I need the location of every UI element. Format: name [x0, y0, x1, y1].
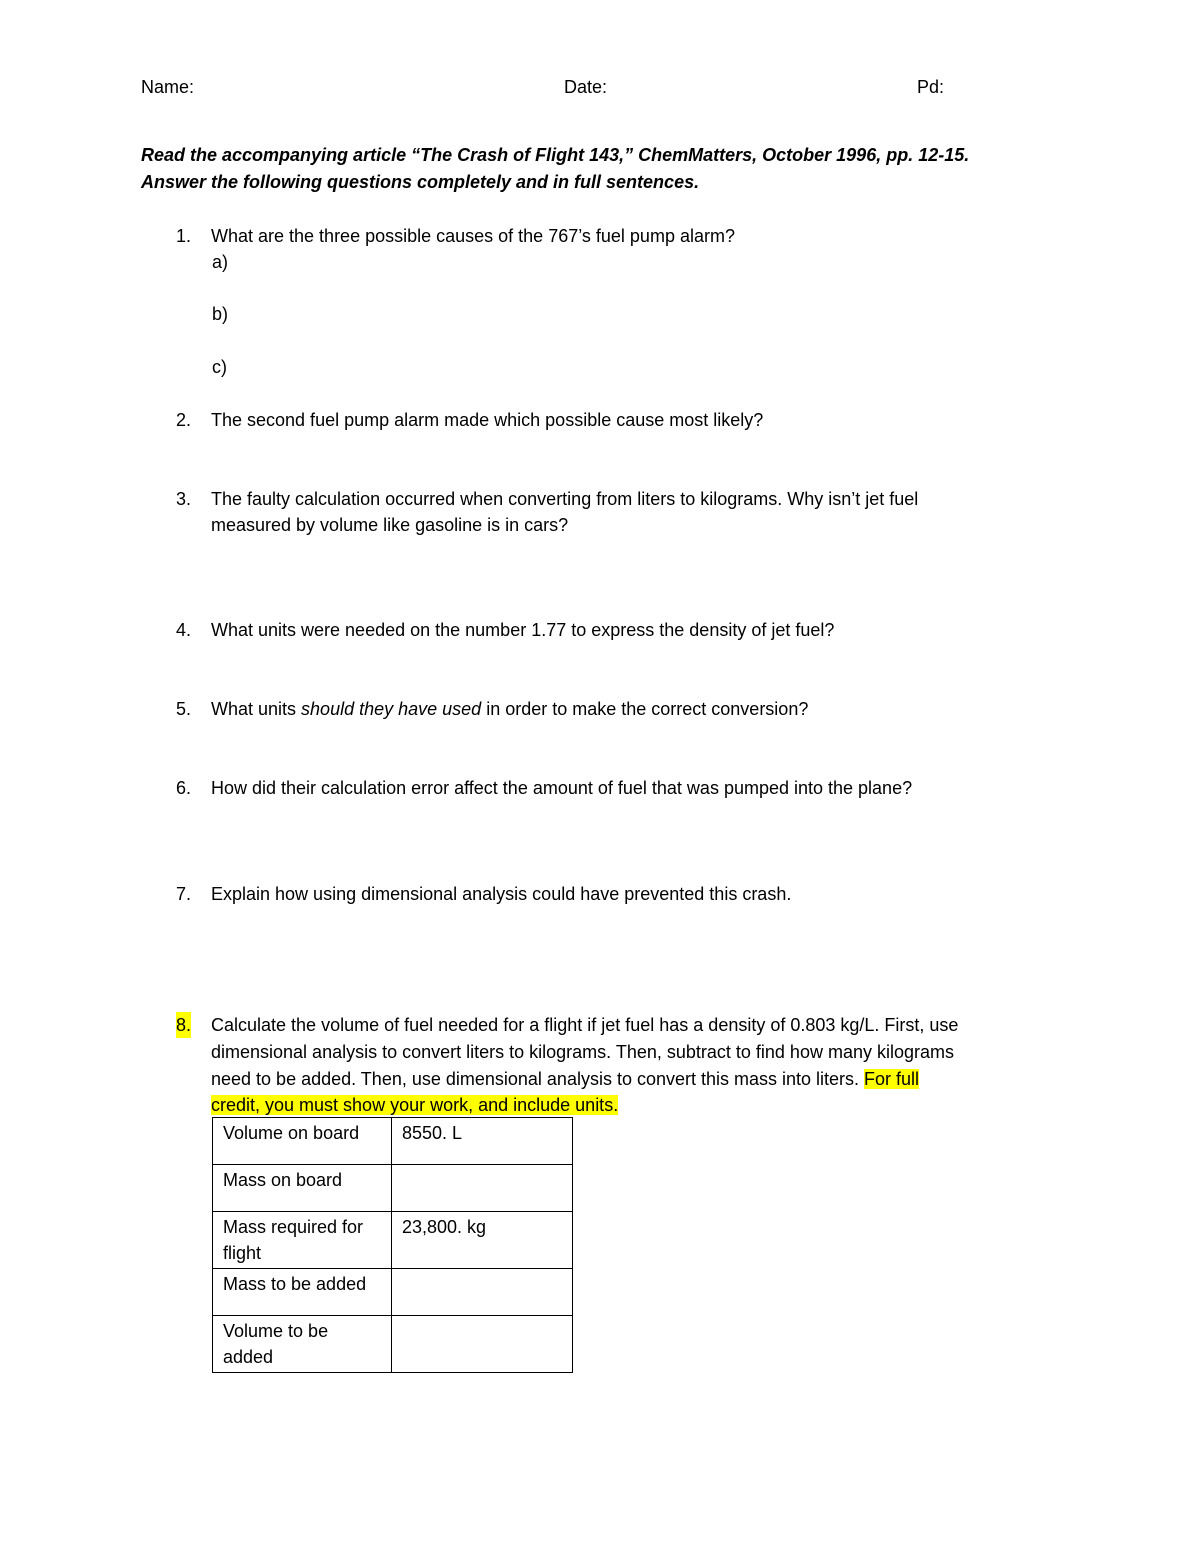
- question-8-line-1: Calculate the volume of fuel needed for a flight if jet fuel has a density of 0.803 kg/L. First, use: [211, 1015, 959, 1035]
- question-1-part-c: c): [212, 357, 227, 377]
- question-8-line-4: [211, 1092, 618, 1118]
- question-1-text: What are the three possible causes of the 767’s fuel pump alarm?: [211, 226, 735, 246]
- question-1-part-b: b): [212, 304, 229, 324]
- question-8-highlight-1: For full: [864, 1069, 920, 1089]
- question-5-text: [211, 696, 808, 722]
- question-6-text: How did their calculation error affect the amount of fuel that was pumped into the plane?: [211, 778, 913, 798]
- table-cell-label: Volume to be added: [213, 1316, 392, 1373]
- question-8-highlight-2: credit, you must show your work, and include units.: [211, 1095, 619, 1115]
- table-row: [213, 1269, 573, 1316]
- table-cell-value[interactable]: 23,800. kg: [392, 1212, 573, 1269]
- question-8-line-3: [211, 1066, 919, 1092]
- calculation-table: [212, 1117, 573, 1373]
- instructions-line-2: Answer the following questions completely and in full sentences.: [141, 172, 700, 192]
- question-3-line-1: The faulty calculation occurred when converting from liters to kilograms. Why isn’t jet fuel: [211, 489, 919, 509]
- table-cell-label: Mass required for flight: [213, 1212, 392, 1269]
- question-7-text: Explain how using dimensional analysis could have prevented this crash.: [211, 884, 792, 904]
- table-row: [213, 1212, 573, 1269]
- table-cell-value[interactable]: 8550. L: [392, 1118, 573, 1165]
- question-5-text-before: What units: [211, 699, 302, 719]
- question-5-text-after: in order to make the correct conversion?: [481, 699, 809, 719]
- question-5-text-italic: should they have used: [301, 699, 482, 719]
- question-2-number: 2.: [176, 410, 192, 430]
- question-6-number: 6.: [176, 778, 192, 798]
- table-cell-label: Volume on board: [213, 1118, 392, 1165]
- date-label: Date:: [564, 77, 608, 97]
- question-7-number: 7.: [176, 884, 192, 904]
- table-cell-value[interactable]: [392, 1316, 573, 1373]
- question-4-number: 4.: [176, 620, 192, 640]
- question-4-text: What units were needed on the number 1.77 to express the density of jet fuel?: [211, 620, 835, 640]
- question-1-part-a: a): [212, 252, 229, 272]
- period-label: Pd:: [917, 77, 945, 97]
- table-cell-value[interactable]: [392, 1165, 573, 1212]
- table-row: [213, 1118, 573, 1165]
- question-1-number: 1.: [176, 226, 192, 246]
- question-8-line-3-text: need to be added. Then, use dimensional analysis to convert this mass into liters.: [211, 1069, 865, 1089]
- table-cell-value[interactable]: [392, 1269, 573, 1316]
- instructions-line-1: Read the accompanying article “The Crash of Flight 143,” ChemMatters, October 1996, pp. 12-15.: [141, 145, 970, 165]
- table-cell-label: Mass on board: [213, 1165, 392, 1212]
- question-3-number: 3.: [176, 489, 192, 509]
- question-3-line-2: measured by volume like gasoline is in cars?: [211, 515, 569, 535]
- question-5-number: 5.: [176, 699, 192, 719]
- question-8-line-2: dimensional analysis to convert liters to kilograms. Then, subtract to find how many kilograms: [211, 1042, 954, 1062]
- table-row: [213, 1165, 573, 1212]
- question-8-number: 8.: [176, 1012, 191, 1038]
- question-2-text: The second fuel pump alarm made which possible cause most likely?: [211, 410, 764, 430]
- table-cell-label: Mass to be added: [213, 1269, 392, 1316]
- name-label: Name:: [141, 77, 195, 97]
- table-row: [213, 1316, 573, 1373]
